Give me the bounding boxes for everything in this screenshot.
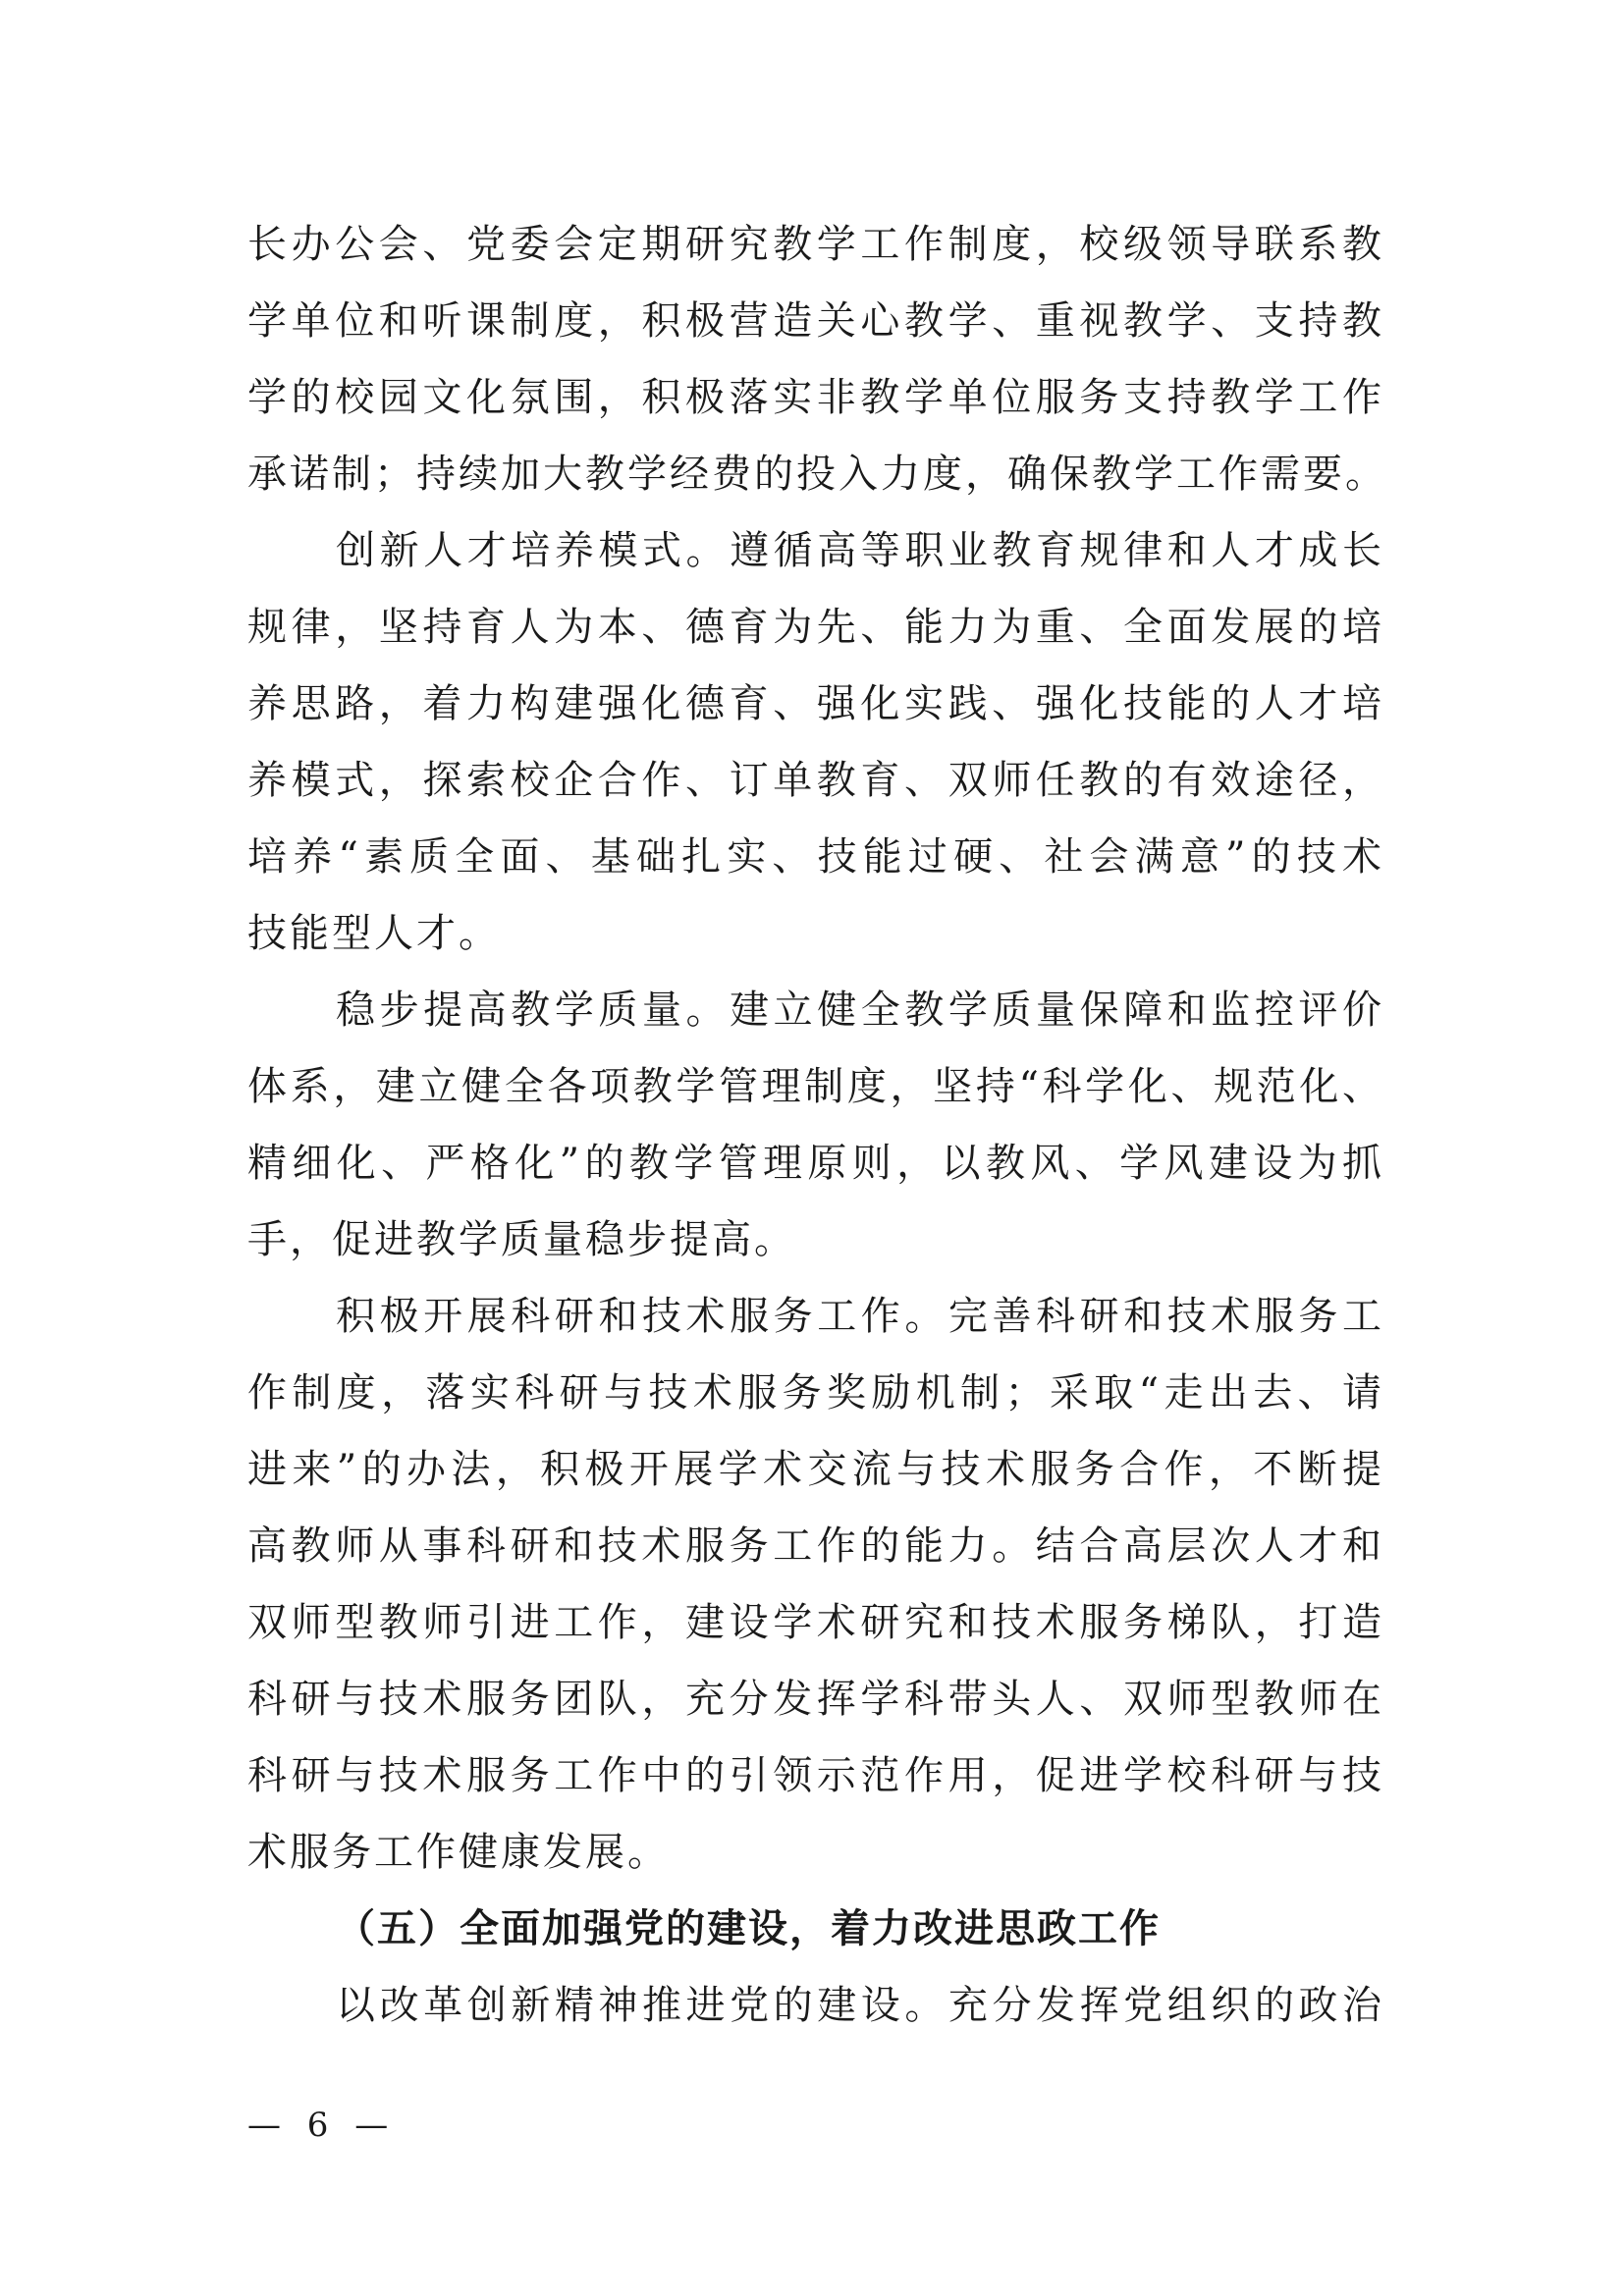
page-number: — 6 — xyxy=(247,2106,397,2145)
body-line: 科研与技术服务工作中的引领示范作用，促进学校科研与技 xyxy=(247,1753,1384,1798)
body-line: 作制度，落实科研与技术服务奖励机制；采取“走出去、请 xyxy=(247,1370,1384,1415)
body-line: 双师型教师引进工作，建设学术研究和技术服务梯队，打造 xyxy=(247,1600,1384,1645)
body-line: 学单位和听课制度，积极营造关心教学、重视教学、支持教 xyxy=(247,298,1384,344)
body-line: 规律，坚持育人为本、德育为先、能力为重、全面发展的培 xyxy=(247,605,1384,650)
paragraph-start-line: 创新人才培养模式。遵循高等职业教育规律和人才成长 xyxy=(336,528,1384,573)
body-line: 进来”的办法，积极开展学术交流与技术服务合作，不断提 xyxy=(247,1447,1384,1492)
body-line: 手，促进教学质量稳步提高。 xyxy=(247,1217,796,1262)
paragraph-start-line: 积极开展科研和技术服务工作。完善科研和技术服务工 xyxy=(336,1294,1384,1339)
body-line: 养思路，着力构建强化德育、强化实践、强化技能的人才培 xyxy=(247,681,1384,726)
body-line: 术服务工作健康发展。 xyxy=(247,1830,670,1875)
paragraph-start-line: 以改革创新精神推进党的建设。充分发挥党组织的政治 xyxy=(336,1983,1384,2028)
body-line: 科研与技术服务团队，充分发挥学科带头人、双师型教师在 xyxy=(247,1677,1384,1722)
body-line: 技能型人才。 xyxy=(247,911,501,956)
section-heading: （五）全面加强党的建设，着力改进思政工作 xyxy=(336,1906,1161,1951)
paragraph-start-line: 稳步提高教学质量。建立健全教学质量保障和监控评价 xyxy=(336,988,1384,1033)
body-line: 承诺制；持续加大教学经费的投入力度，确保教学工作需要。 xyxy=(247,452,1387,497)
body-line: 高教师从事科研和技术服务工作的能力。结合高层次人才和 xyxy=(247,1523,1384,1569)
body-line: 体系，建立健全各项教学管理制度，坚持“科学化、规范化、 xyxy=(247,1064,1384,1109)
body-line: 学的校园文化氛围，积极落实非教学单位服务支持教学工作 xyxy=(247,375,1384,420)
body-line: 长办公会、党委会定期研究教学工作制度，校级领导联系教 xyxy=(247,222,1384,267)
body-line: 培养“素质全面、基础扎实、技能过硬、社会满意”的技术 xyxy=(247,834,1384,880)
body-line: 精细化、严格化”的教学管理原则，以教风、学风建设为抓 xyxy=(247,1141,1384,1186)
body-line: 养模式，探索校企合作、订单教育、双师任教的有效途径， xyxy=(247,758,1384,803)
